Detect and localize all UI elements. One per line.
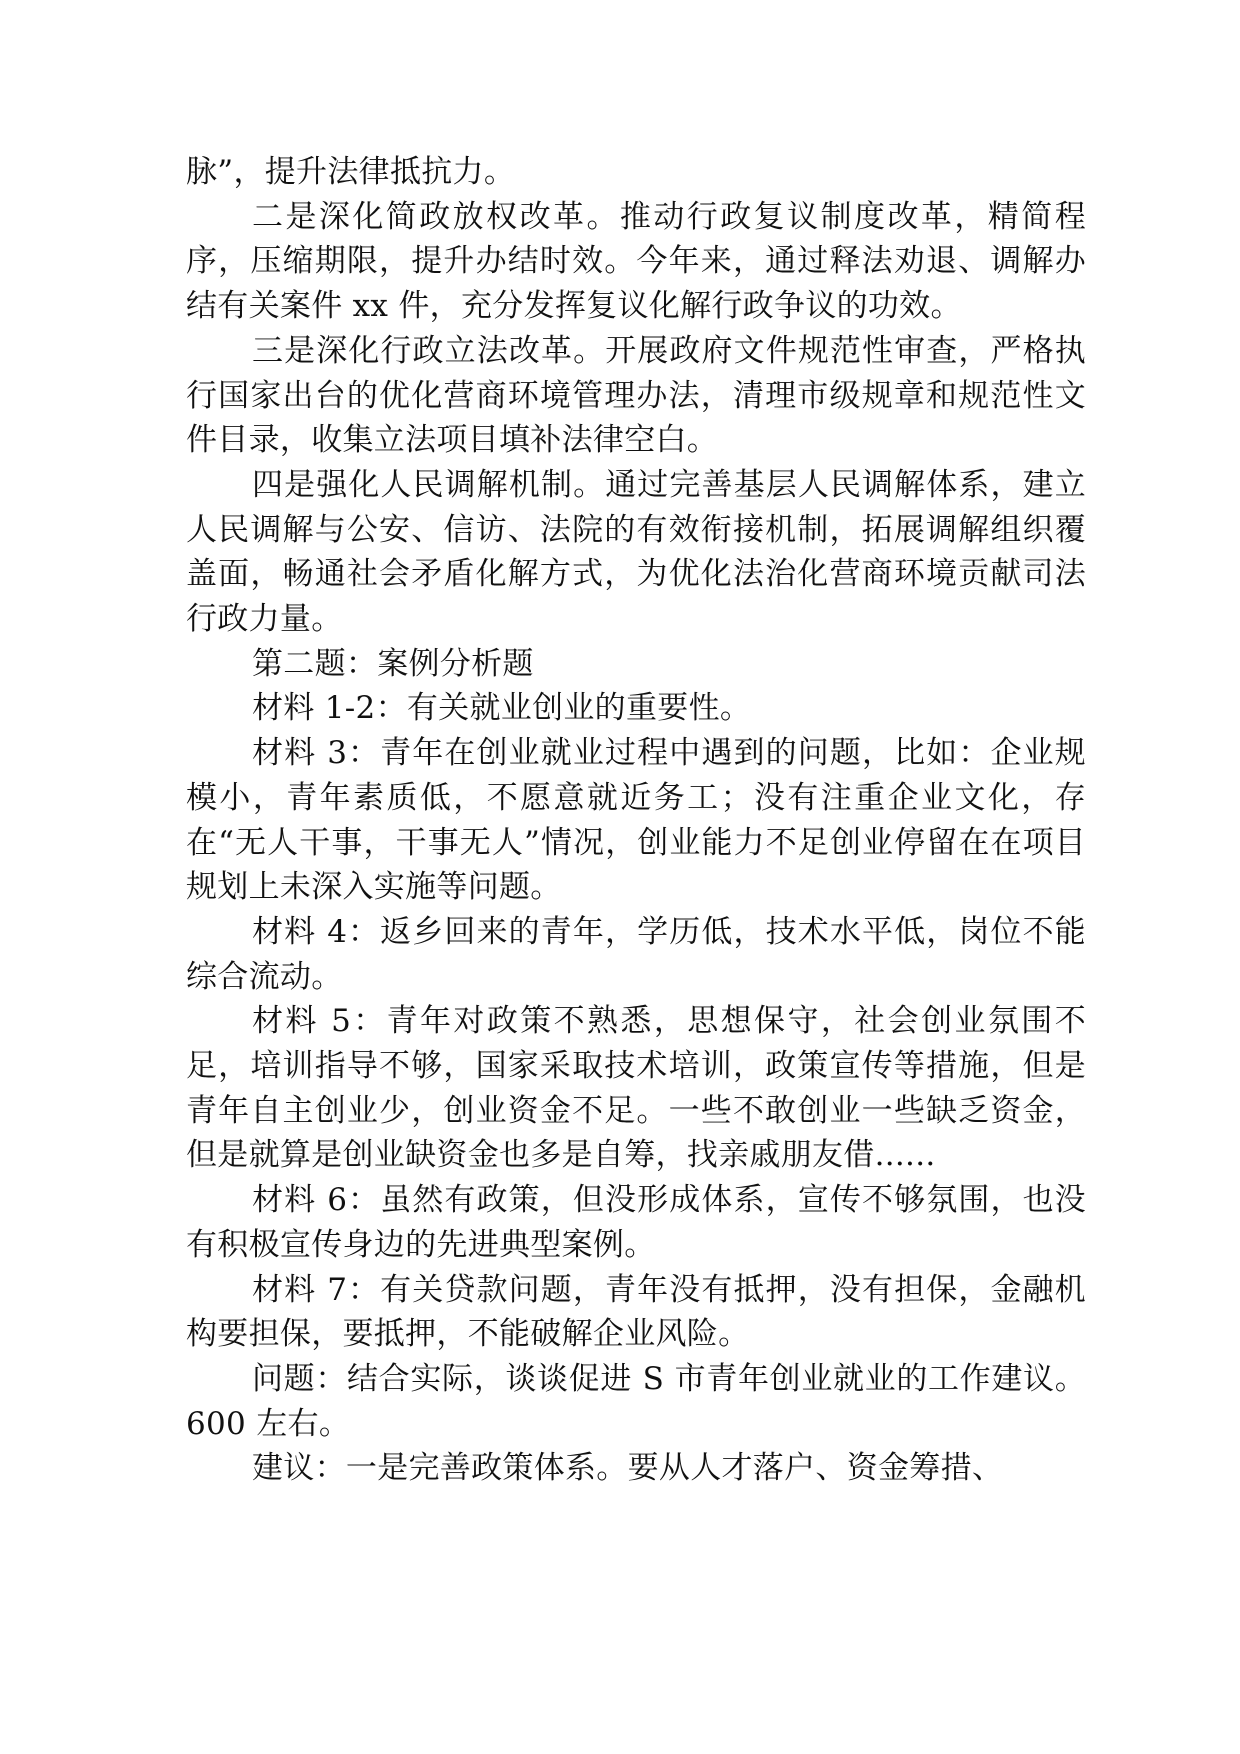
material-6: 材料 6：虽然有政策，但没形成体系，宣传不够氛围，也没有积极宣传身边的先进典型案例。 xyxy=(186,1182,1086,1263)
question-two-heading: 第二题：案例分析题 xyxy=(252,645,534,682)
paragraph-continuation: 脉”，提升法律抵抗力。 xyxy=(186,154,516,190)
paragraph-simplify-admin-reform: 二是深化简政放权改革。推动行政复议制度改革，精简程序，压缩期限，提升办结时效。今年来，通过释法劝退、调解办结有关案件 xx 件，充分发挥复议化解行政争议的功效。 xyxy=(186,198,1086,325)
material-3: 材料 3：青年在创业就业过程中遇到的问题，比如：企业规模小，青年素质低，不愿意就近务工；没有注重企业文化，存在“无人干事，干事无人”情况，创业能力不足创业停留在在项目规划上未深入实施等问题。 xyxy=(186,735,1086,906)
suggestion-paragraph: 建议：一是完善政策体系。要从人才落户、资金筹措、 xyxy=(252,1450,1004,1487)
material-7: 材料 7：有关贷款问题，青年没有抵押，没有担保，金融机构要担保，要抵押，不能破解企业风险。 xyxy=(186,1271,1086,1353)
paragraph-admin-legislation-reform: 三是深化行政立法改革。开展政府文件规范性审查，严格执行国家出台的优化营商环境管理办法，清理市级规章和规范性文件目录，收集立法项目填补法律空白。 xyxy=(186,332,1086,459)
material-4: 材料 4：返乡回来的青年，学历低，技术水平低，岗位不能综合流动。 xyxy=(186,913,1086,995)
material-1-2: 材料 1-2：有关就业创业的重要性。 xyxy=(252,690,752,727)
material-5: 材料 5：青年对政策不熟悉，思想保守，社会创业氛围不足，培训指导不够，国家采取技术培训，政策宣传等措施，但是青年自主创业少，创业资金不足。一些不敢创业一些缺乏资金，但是就算是创业缺资金也多是自筹，找亲戚朋友借...... xyxy=(186,1003,1086,1174)
question-prompt: 问题：结合实际，谈谈促进 S 市青年创业就业的工作建议。600 左右。 xyxy=(186,1360,1086,1442)
document-body xyxy=(186,150,1086,1491)
paragraph-people-mediation: 四是强化人民调解机制。通过完善基层人民调解体系，建立人民调解与公安、信访、法院的有效衔接机制，拓展调解组织覆盖面，畅通社会矛盾化解方式，为优化法治化营商环境贡献司法行政力量。 xyxy=(186,466,1086,638)
